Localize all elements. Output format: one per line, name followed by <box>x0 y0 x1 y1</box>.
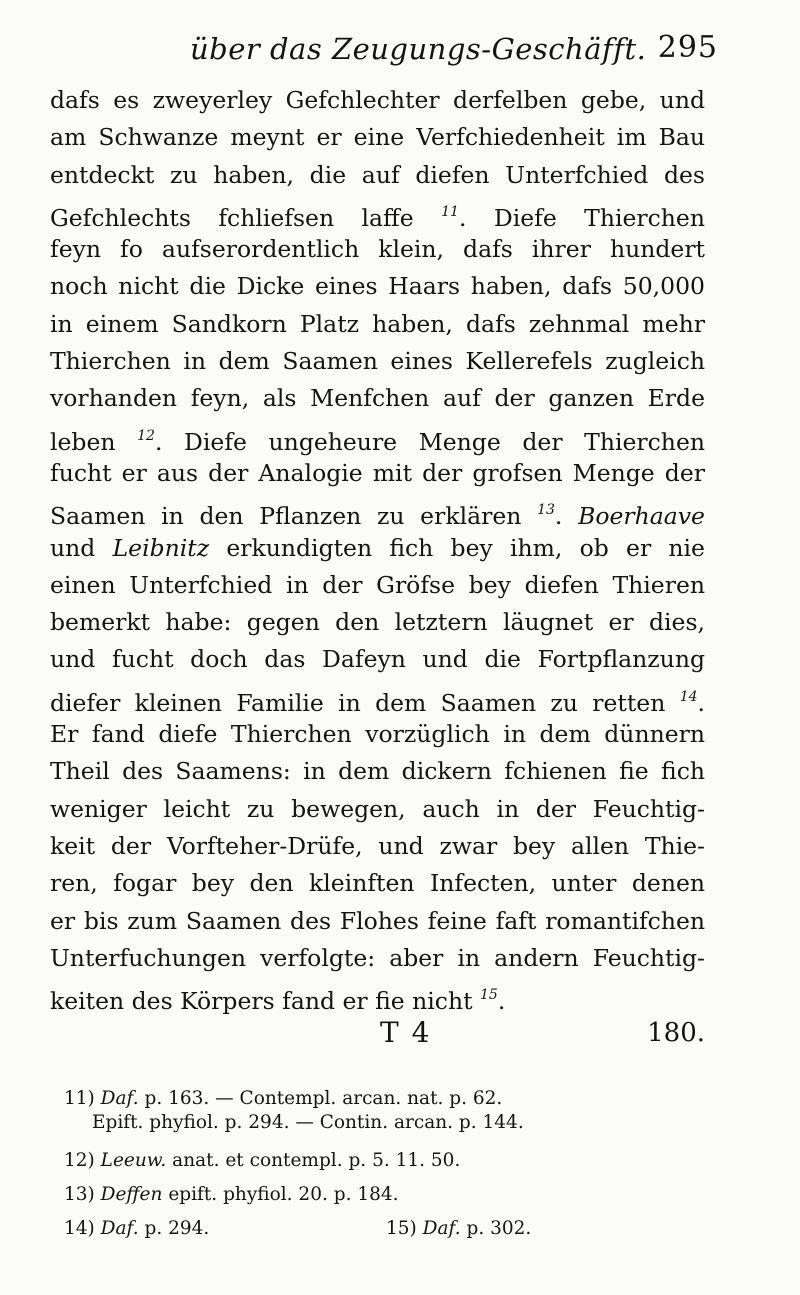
text-line: bemerkt habe: gegen den letztern läugnet er dies, <box>50 608 705 637</box>
text-segment: Saamen in den Pflanzen zu erklären <box>50 502 522 531</box>
text-segment: leben <box>50 427 116 456</box>
footnotes <box>64 1082 706 1246</box>
text-line: am Schwanze meynt er eine Verfchiedenheit im Bau <box>50 123 705 152</box>
text-line: keit der Vorfteher-Drüfe, und zwar bey allen Thie- <box>50 831 705 860</box>
text-line: fucht er aus der Analogie mit der grofsen Menge der <box>50 458 705 487</box>
text-line: entdeckt zu haben, die auf diefen Unterfchied des <box>50 160 705 189</box>
footnote-text: epift. phyfiol. 20. p. 184. <box>168 1184 399 1205</box>
printer-signature: T 4 <box>380 1016 432 1049</box>
text-line: einen Unterfchied in der Gröfse bey diefen Thieren <box>50 570 705 599</box>
footnote-text: p. 302. <box>466 1218 532 1239</box>
text-segment: . <box>497 987 506 1016</box>
page-number: 295 <box>657 30 718 65</box>
footnote-reference: 13 <box>537 502 555 519</box>
footnote-reference: 11 <box>441 203 459 220</box>
footnote-author: Daf. <box>422 1218 461 1239</box>
footnote-number: 11) <box>64 1088 95 1109</box>
footnote-author: Daf. <box>100 1218 139 1239</box>
text-segment: . <box>697 688 705 717</box>
footnote-text: Epift. phyfiol. p. 294. — Contin. arcan. p. 144. <box>92 1112 524 1133</box>
text-line: Theil des Saamens: in dem dickern fchienen fie fich <box>50 757 705 786</box>
footnote-reference: 15 <box>480 987 498 1004</box>
footnote-number: 14) <box>64 1218 95 1239</box>
text-segment: keiten des Körpers fand er fie nicht <box>50 987 473 1016</box>
name-boerhaave: Boerhaave <box>578 502 705 531</box>
text-line <box>50 679 705 716</box>
footnote-number: 12) <box>64 1150 95 1171</box>
catchword: 180. <box>647 1018 705 1048</box>
footnote-text: p. 163. — Contempl. arcan. nat. p. 62. <box>144 1088 503 1109</box>
footnote-number: 13) <box>64 1184 95 1205</box>
text-segment: und <box>50 533 96 562</box>
footnote-author: Daf. <box>100 1088 139 1109</box>
footnote-text: p. 294. <box>144 1218 210 1239</box>
footnote-author: Leeuw. <box>100 1150 167 1171</box>
text-line: feyn fo aufserordentlich klein, dafs ihrer hundert <box>50 235 705 264</box>
text-line: Thierchen in dem Saamen eines Kellerefels zugleich <box>50 347 705 376</box>
text-line <box>50 418 705 455</box>
text-line <box>50 194 705 231</box>
footnote-text: anat. et contempl. p. 5. 11. 50. <box>172 1150 461 1171</box>
text-segment: . Diefe ungeheure Menge der Thierchen <box>154 427 705 456</box>
text-line <box>50 977 705 1014</box>
text-line <box>50 530 705 567</box>
footnote-pair <box>64 1212 706 1246</box>
text-segment: Gefchlechts fchliefsen laffe <box>50 203 414 232</box>
text-segment: erkundigten fich bey ihm, ob er nie <box>226 533 705 562</box>
footnote <box>64 1144 706 1178</box>
text-line: vorhanden feyn, als Menfchen auf der ganzen Erde <box>50 384 705 413</box>
text-line: Unterfuchungen verfolgte: aber in andern Feuchtig- <box>50 943 705 972</box>
text-line: er bis zum Saamen des Flohes feine faft romantifchen <box>50 906 705 935</box>
footnote-reference: 14 <box>679 688 698 705</box>
footnote-continuation <box>64 1110 706 1138</box>
footnote-reference: 12 <box>137 427 155 444</box>
footnote-author: Deffen <box>100 1184 163 1205</box>
text-line: ren, fogar bey den kleinften Infecten, unter denen <box>50 869 705 898</box>
text-line: und fucht doch das Dafeyn und die Fortpflanzung <box>50 645 705 674</box>
text-line: weniger leicht zu bewegen, auch in der Feuchtig- <box>50 794 705 823</box>
footnote <box>386 1212 531 1246</box>
text-line: noch nicht die Dicke eines Haars haben, dafs 50,000 <box>50 272 705 301</box>
text-line: dafs es zweyerley Gefchlechter derfelben gebe, und <box>50 86 705 114</box>
text-line <box>50 492 705 529</box>
running-head: über das Zeugungs-Geschäfft. <box>190 32 647 66</box>
name-leibnitz: Leibnitz <box>112 533 210 562</box>
body-text <box>50 82 705 1014</box>
footnote-number: 15) <box>386 1218 417 1239</box>
text-segment: diefer kleinen Familie in dem Saamen zu retten <box>50 688 666 717</box>
signature-row <box>50 1016 705 1056</box>
text-line: in einem Sandkorn Platz haben, dafs zehnmal mehr <box>50 309 705 338</box>
page-header <box>40 28 718 72</box>
footnote <box>64 1218 209 1239</box>
text-segment: . <box>554 502 563 531</box>
text-line: Er fand diefe Thierchen vorzüglich in dem dünnern <box>50 720 705 749</box>
text-segment: . Diefe Thierchen <box>458 203 705 232</box>
footnote <box>64 1178 706 1212</box>
